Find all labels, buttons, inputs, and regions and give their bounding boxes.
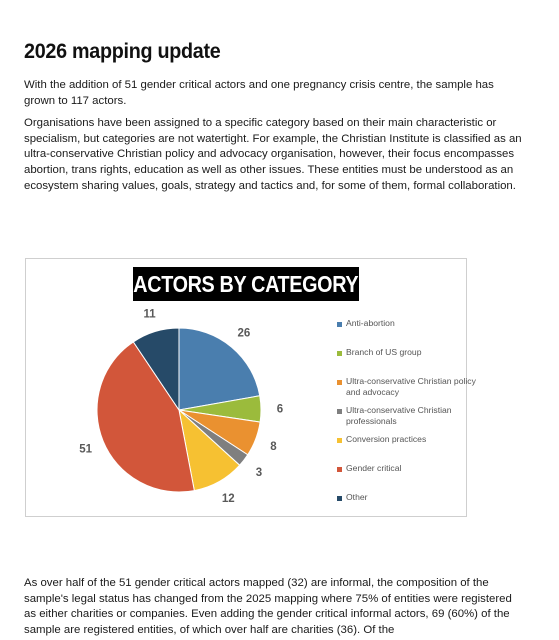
legend-label: Ultra-conservative Christian professionals	[346, 405, 452, 426]
legend-label: Gender critical	[346, 463, 402, 473]
legend-label: Branch of US group	[346, 347, 422, 357]
intro-paragraph: With the addition of 51 gender critical actors and one pregnancy crisis centre, the sample has grown to 117 actors.	[24, 79, 494, 107]
legend-swatch	[337, 438, 342, 443]
pie-data-label: 6	[276, 403, 284, 416]
pie-data-label: 8	[270, 440, 277, 453]
legend-item	[337, 376, 477, 397]
section-title: 2026 mapping update	[24, 40, 221, 63]
pie-data-label: 51	[79, 443, 92, 456]
legend-item	[337, 434, 426, 445]
legend-label: Anti-abortion	[346, 318, 395, 328]
pie-data-label: 3	[255, 466, 263, 479]
legend-swatch	[337, 467, 342, 472]
legend-label: Other	[346, 492, 368, 502]
chart-title: ACTORS BY CATEGORY	[133, 270, 359, 297]
legend-label: Ultra-conservative Christian policy and advocacy	[346, 376, 476, 397]
legend-swatch	[337, 496, 342, 501]
categories-paragraph: Organisations have been assigned to a specific category based on their main characteristic or specialism, but categories are not watertight. For example, the Christian Institute is classified as an ultra-conservative Christian policy and advocacy organisation, however, their focus encompasses abortion, trans rights, education as well as other issues. These entities must be understood as an ecosystem sharing values, goals, strategy and tactics and, for some of them, formal collaboration.	[24, 117, 522, 192]
legend-swatch	[337, 380, 342, 385]
legend-item	[337, 492, 368, 503]
legend-item	[337, 405, 477, 426]
pie-data-label: 26	[237, 327, 251, 340]
legend-swatch	[337, 409, 342, 414]
legend-swatch	[337, 351, 342, 356]
legend-item	[337, 318, 395, 329]
legal-status-paragraph: As over half of the 51 gender critical actors mapped (32) are informal, the composition of the sample's legal status has changed from the 2025 mapping where 75% of entities were registered as either charities or companies. Even adding the gender critical informal actors, 69 (60%) of the sample are registered entities, of which over half are charities (36). Of the	[24, 577, 512, 637]
legend-item	[337, 463, 401, 474]
legend-label: Conversion practices	[346, 434, 427, 444]
pie-data-label: 12	[221, 493, 235, 506]
pie-data-label: 11	[143, 308, 156, 321]
legend-swatch	[337, 322, 342, 327]
legend-item	[337, 347, 421, 358]
